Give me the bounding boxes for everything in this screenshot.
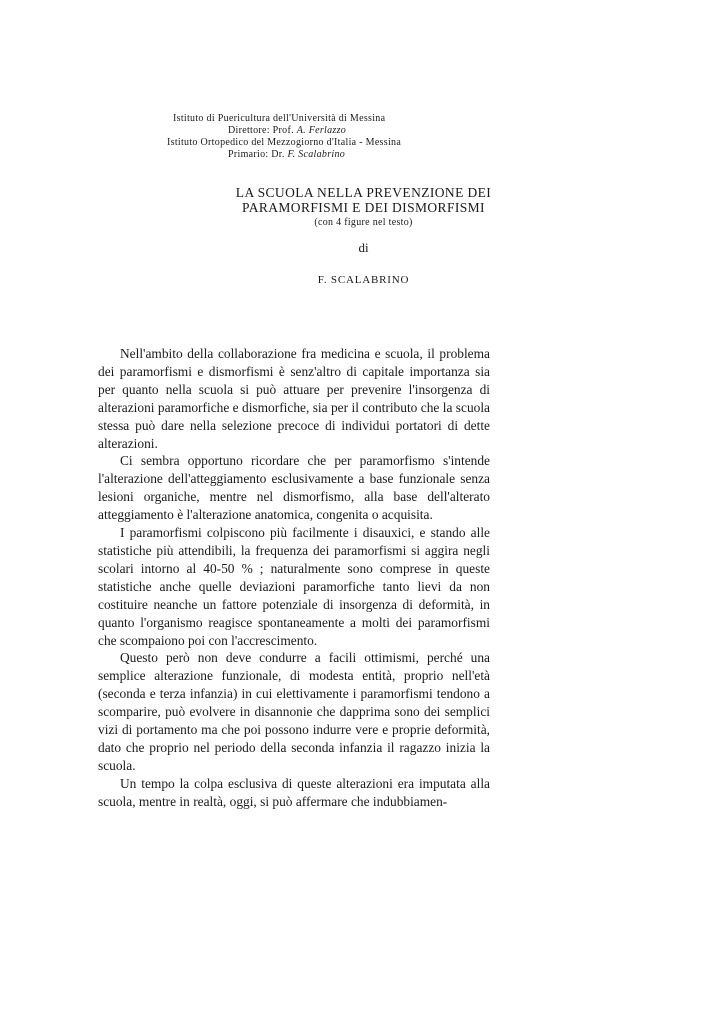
affiliation-institute-1: Istituto di Puericultura dell'Università di Messina — [173, 113, 386, 124]
paragraph-1: Nell'ambito della collaborazione fra medicina e scuola, il problema dei paramorfismi e dismorfismi è senz'altro di capitale importanza sia per quanto nella scuola si può attuare per prevenire l'insorgenza di alterazioni paramorfiche e dismorfiche, sia per il contributo che la scuola stessa può dare nella selezione precoce di individui portatori di dette alterazioni. — [98, 346, 490, 451]
director-name: A. Ferlazzo — [296, 125, 347, 136]
primario-label: Primario: Dr. — [228, 149, 288, 160]
paragraph-5: Un tempo la colpa esclusiva di queste alterazioni era imputata alla scuola, mentre in realtà, oggi, si può affermare che indubbiamen- — [98, 775, 490, 809]
article-subtitle: (con 4 figure nel testo) — [314, 217, 413, 228]
affiliation-primario — [228, 148, 345, 161]
author-name: F. SCALABRINO — [317, 274, 410, 286]
paragraph-3: I paramorfismi colpiscono più facilmente i disauxici, e stando alle statistiche più attendibili, la frequenza dei paramorfismi si aggira negli scolari intorno al 40-50 % ; naturalmente sono comprese in queste statistiche anche quelle deviazioni paramorfiche tanto lievi da non costituire neanche un fattore potenziale di insorgenza di deformità, in quanto l'organismo reagisce spontaneamente a molti dei paramorfismi che scompaiono poi con l'accrescimento. — [98, 525, 490, 648]
article-title-line-2: PARAMORFISMI E DEI DISMORFISMI — [242, 200, 485, 215]
article-title-line-1: LA SCUOLA NELLA PREVENZIONE DEI — [235, 185, 492, 200]
paragraph-4: Questo però non deve condurre a facili ottimismi, perché una semplice alterazione funzionale, di modesta entità, proprio nell'età (seconda e terza infanzia) in cui elettivamente i paramorfismi tendono a scomparire, può evolvere in disannonie che dapprima sono dei semplici vizi di portamento ma che poi possono indurre vere e proprie deformità, dato che proprio nel periodo della seconda infanzia il ragazzo inizia la scuola. — [98, 650, 490, 773]
byline-di: di — [358, 240, 369, 255]
primario-name: F. Scalabrino — [287, 149, 346, 160]
affiliation-institute-2: Istituto Ortopedico del Mezzogiorno d'Italia - Messina — [167, 137, 402, 148]
paragraph-2: Ci sembra opportuno ricordare che per paramorfismo s'intende l'alterazione dell'atteggiamento esclusivamente a base funzionale senza lesioni organiche, mentre nel dismorfismo, alla base dell'alterato atteggiamento è l'alterazione anatomica, congenita o acquisita. — [98, 453, 490, 523]
director-label: Direttore: Prof. — [228, 125, 297, 136]
article-body — [98, 345, 490, 811]
